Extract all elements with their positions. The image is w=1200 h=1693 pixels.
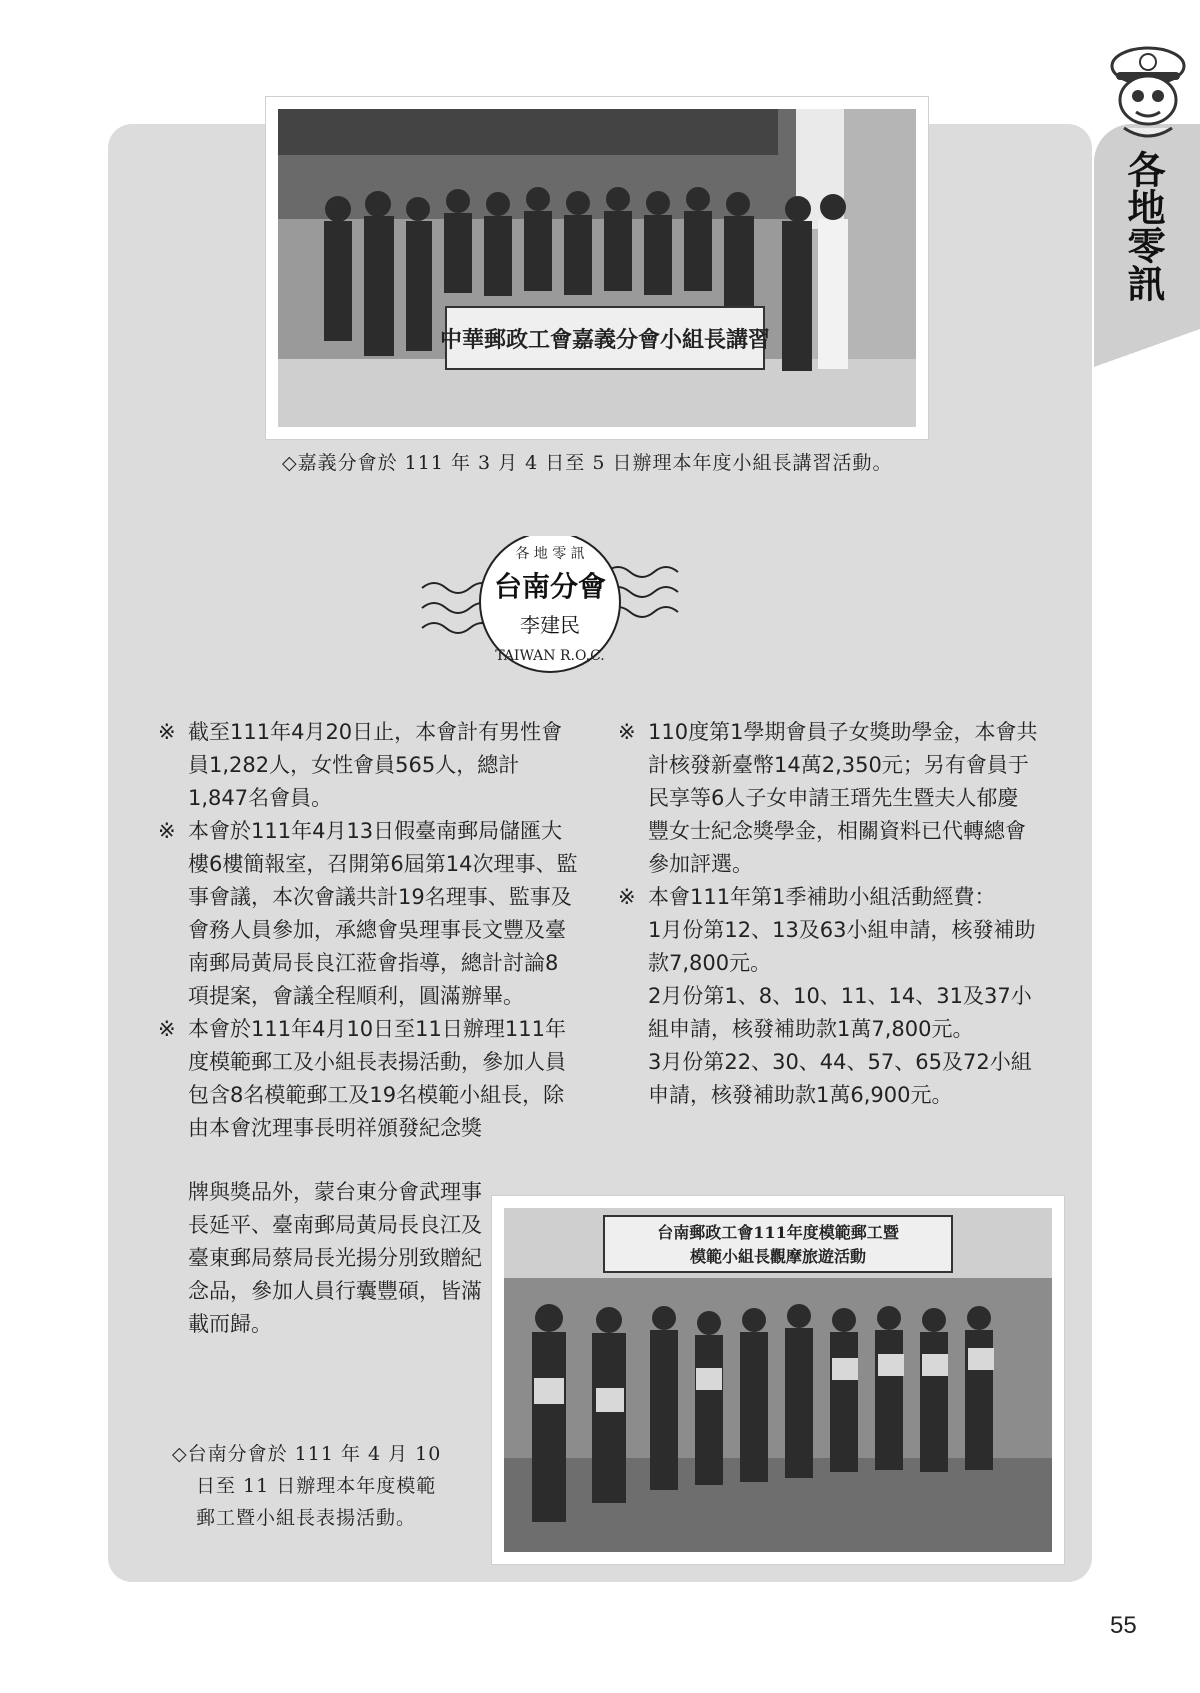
- left-item-2-text: 本會於111年4月13日假臺南郵局儲匯大樓6樓簡報室，召開第6屆第14次理事、監事會議，本次會議共計19名理事、監事及會務人員參加，承總會吳理事長文豐及臺南郵局黃局長良江蒞會指導，總計討論8項提案，會議全程順利，圓滿辦畢。: [188, 819, 578, 1008]
- section-title: 各地零訊: [1121, 150, 1166, 302]
- reference-mark: ※: [158, 1017, 176, 1041]
- subsidy-line-mar: 3月份第22、30、44、57、65及72小組申請，核發補助款1萬6,900元。: [648, 1050, 1032, 1107]
- bottom-caption-line2: 日至 11 日辦理本年度模範: [196, 1475, 437, 1497]
- reference-mark: ※: [158, 819, 176, 843]
- reference-mark: ※: [618, 720, 636, 744]
- left-item-3: [158, 1013, 578, 1145]
- bottom-banner-line2: 模範小組長觀摩旅遊活動: [689, 1247, 867, 1266]
- reference-mark: ※: [618, 885, 636, 909]
- postmark-stamp: [420, 536, 680, 686]
- left-column: [158, 716, 578, 1145]
- left-item-1-text: 截至111年4月20日止，本會計有男性會員1,282人，女性會員565人，總計1,847名會員。: [188, 720, 563, 810]
- bottom-caption-line1: ◇台南分會於 111 年 4 月 10: [172, 1443, 442, 1465]
- right-item-1-text: 110度第1學期會員子女獎助學金，本會共計核發新臺幣14萬2,350元；另有會員于民享等6人子女申請王瑨先生暨夫人郁慶豐女士紀念獎學金，相關資料已代轉總會參加評選。: [648, 720, 1038, 876]
- left-item-3-continuation: 牌與獎品外，蒙台東分會武理事長延平、臺南郵局黃局長良江及臺東郵局蔡局長光揚分別致贈紀念品，參加人員行囊豐碩，皆滿載而歸。: [188, 1180, 482, 1336]
- subsidy-line-feb: 2月份第1、8、10、11、14、31及37小組申請，核發補助款1萬7,800元。: [648, 984, 1032, 1041]
- left-item-3-text: 本會於111年4月10日至11日辦理111年度模範郵工及小組長表揚活動，參加人員包含8名模範郵工及19名模範小組長，除由本會沈理事長明祥頒發紀念獎: [188, 1017, 566, 1140]
- bottom-banner-line1: 台南郵政工會111年度模範郵工暨: [657, 1223, 899, 1242]
- left-item-1: [158, 716, 578, 815]
- stamp-author: 李建民: [520, 613, 580, 637]
- postman-mascot-icon: [1106, 40, 1190, 140]
- stamp-footer: TAIWAN R.O.C.: [495, 648, 605, 664]
- right-item-1: [618, 716, 1038, 881]
- group-photo-chiayi: [278, 109, 916, 427]
- left-item-2: [158, 815, 578, 1013]
- right-item-2-text: 本會111年第1季補助小組活動經費：: [648, 885, 996, 909]
- group-photo-tainan: [504, 1208, 1052, 1552]
- bottom-photo-frame: [492, 1196, 1064, 1564]
- stamp-branch: 台南分會: [493, 570, 607, 603]
- bottom-photo-caption: [172, 1438, 441, 1534]
- page-number: 55: [1110, 1612, 1137, 1639]
- right-item-2: [618, 881, 1038, 914]
- reference-mark: ※: [158, 720, 176, 744]
- top-photo-frame: [266, 97, 928, 439]
- stamp-header: 各 地 零 訊: [515, 546, 585, 562]
- top-photo-caption: ◇嘉義分會於 111 年 3 月 4 日至 5 日辦理本年度小組長講習活動。: [282, 452, 893, 474]
- top-banner-text: 中華郵政工會嘉義分會小組長講習: [439, 327, 771, 353]
- bottom-caption-line3: 郵工暨小組長表揚活動。: [196, 1507, 417, 1529]
- subsidy-line-jan: 1月份第12、13及63小組申請，核發補助款7,800元。: [648, 918, 1036, 975]
- right-column: [618, 716, 1038, 1112]
